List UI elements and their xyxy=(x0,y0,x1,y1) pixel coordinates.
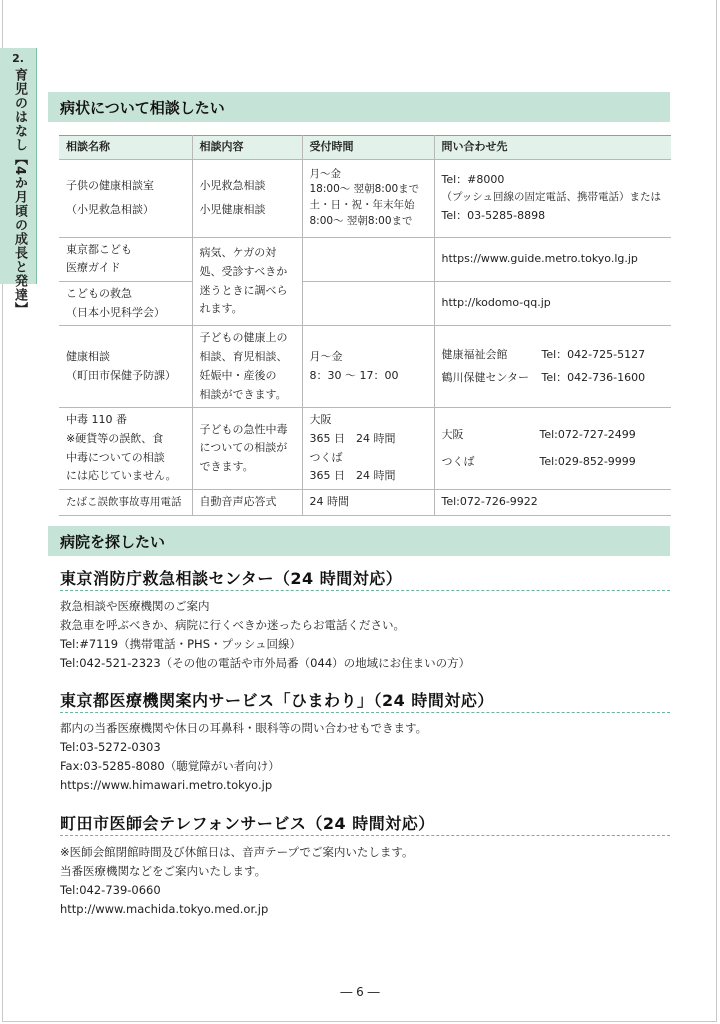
hours-cell: 24 時間 xyxy=(302,490,434,516)
section-header-symptoms xyxy=(48,92,670,122)
table-row xyxy=(59,408,671,490)
header-cell: 問い合わせ先 xyxy=(434,136,671,160)
service-url[interactable]: http://www.machida.tokyo.med.or.jp xyxy=(60,902,269,916)
facility-label: 鶴川保健センター xyxy=(441,370,530,384)
service-title: 東京都医療機関案内サービス「ひまわり」（24 時間対応） xyxy=(60,691,494,710)
hours-cell xyxy=(302,282,434,326)
phone-number: Tel：042-725-5127 xyxy=(541,348,646,362)
contact-cell: Tel:072-726-9922 xyxy=(434,490,671,516)
header-cell: 受付時間 xyxy=(302,136,434,160)
name-cell: 子供の健康相談室 （小児救急相談） xyxy=(59,159,192,237)
dashed-divider xyxy=(60,835,670,836)
contact-cell xyxy=(434,408,671,490)
table-row xyxy=(59,326,671,408)
consultation-table xyxy=(59,135,671,516)
name-cell: 東京都こども 医療ガイド xyxy=(59,237,192,281)
contact-url[interactable]: http://kodomo-qq.jp xyxy=(434,282,671,326)
name-cell: 中毒 110 番 ※硬貨等の誤飲、食 中毒についての相談 には応じていません。 xyxy=(59,408,192,490)
facility-label: 健康福祉会館 xyxy=(441,348,508,362)
phone-number: Tel：042-736-1600 xyxy=(541,370,646,384)
facility-label: つくば xyxy=(441,454,475,468)
service-body: 救急相談や医療機関のご案内 救急車を呼ぶべきか、病院に行くべきか迷ったらお電話ください。 Tel:#7119（携帯電話・PHS・プッシュ回線） Tel:042-521-2323（その他の電話や市外局番（044）の地域にお住まいの方） xyxy=(60,599,471,670)
chapter-number: 2. xyxy=(12,52,24,65)
content-cell: 病気、ケガの対 処、受診すべきか 迷うときに調べら れます。 xyxy=(192,237,302,326)
header-cell: 相談名称 xyxy=(59,136,192,160)
service-body: ※医師会館閉館時間及び休館日は、音声テープでご案内いたします。 当番医療機関などをご案内いたします。 Tel:042-739-0660 http://www.machida.tokyo.med.or.jp xyxy=(60,843,413,919)
service-title: 町田市医師会テレフォンサービス（24 時間対応） xyxy=(60,814,435,833)
section-header-hospital xyxy=(48,526,670,556)
contact-url[interactable]: https://www.guide.metro.tokyo.lg.jp xyxy=(434,237,671,281)
phone-number: Tel:029-852-9999 xyxy=(539,454,636,468)
table-header-row xyxy=(59,136,671,160)
dashed-divider xyxy=(60,712,670,713)
name-cell: こどもの救急 （日本小児科学会） xyxy=(59,282,192,326)
hours-cell: 月～金 8：30 ～ 17：00 xyxy=(302,326,434,408)
table-row xyxy=(59,282,671,326)
facility-label: 大阪 xyxy=(441,428,464,441)
hours-cell: 月～金 18:00～ 翌朝8:00まで 土・日・祝・年末年始 8:00～ 翌朝8:00まで xyxy=(302,159,434,237)
section-title: 病状について相談したい xyxy=(60,99,225,117)
content-cell: 小児救急相談 小児健康相談 xyxy=(192,159,302,237)
table-row xyxy=(59,159,671,237)
content-cell: 子どもの健康上の 相談、育児相談、 妊娠中・産後の 相談ができます。 xyxy=(192,326,302,408)
dashed-divider xyxy=(60,590,670,591)
service-title: 東京消防庁救急相談センター（24 時間対応） xyxy=(60,569,403,588)
section-title: 病院を探したい xyxy=(60,533,166,551)
service-url[interactable]: https://www.himawari.metro.tokyo.jp xyxy=(60,778,273,792)
header-cell: 相談内容 xyxy=(192,136,302,160)
name-cell: たばこ誤飲事故専用電話 xyxy=(59,490,192,516)
contact-cell: Tel：#8000 （プッシュ回線の固定電話、携帯電話）または Tel：03-5285-8898 xyxy=(434,159,671,237)
service-body: 都内の当番医療機関や休日の耳鼻科・眼科等の問い合わせもできます。 Tel:03-5272-0303 Fax:03-5285-8080（聴覚障がい者向け） https://www.himawari.metro.tokyo.jp xyxy=(60,719,427,795)
page-number: ― 6 ― xyxy=(340,985,380,999)
name-cell: 健康相談 （町田市保健予防課） xyxy=(59,326,192,408)
contact-cell xyxy=(434,326,671,408)
phone-number: Tel:072-727-2499 xyxy=(539,428,636,441)
content-cell: 自動音声応答式 xyxy=(192,490,302,516)
table-row xyxy=(59,237,671,281)
hours-cell xyxy=(302,237,434,281)
hours-cell: 大阪 365 日 24 時間 つくば 365 日 24 時間 xyxy=(302,408,434,490)
content-cell: 子どもの急性中毒 についての相談が できます。 xyxy=(192,408,302,490)
chapter-title: 育児のはなし【4か月頃の成長と発達】 xyxy=(12,68,27,317)
table-row xyxy=(59,490,671,516)
